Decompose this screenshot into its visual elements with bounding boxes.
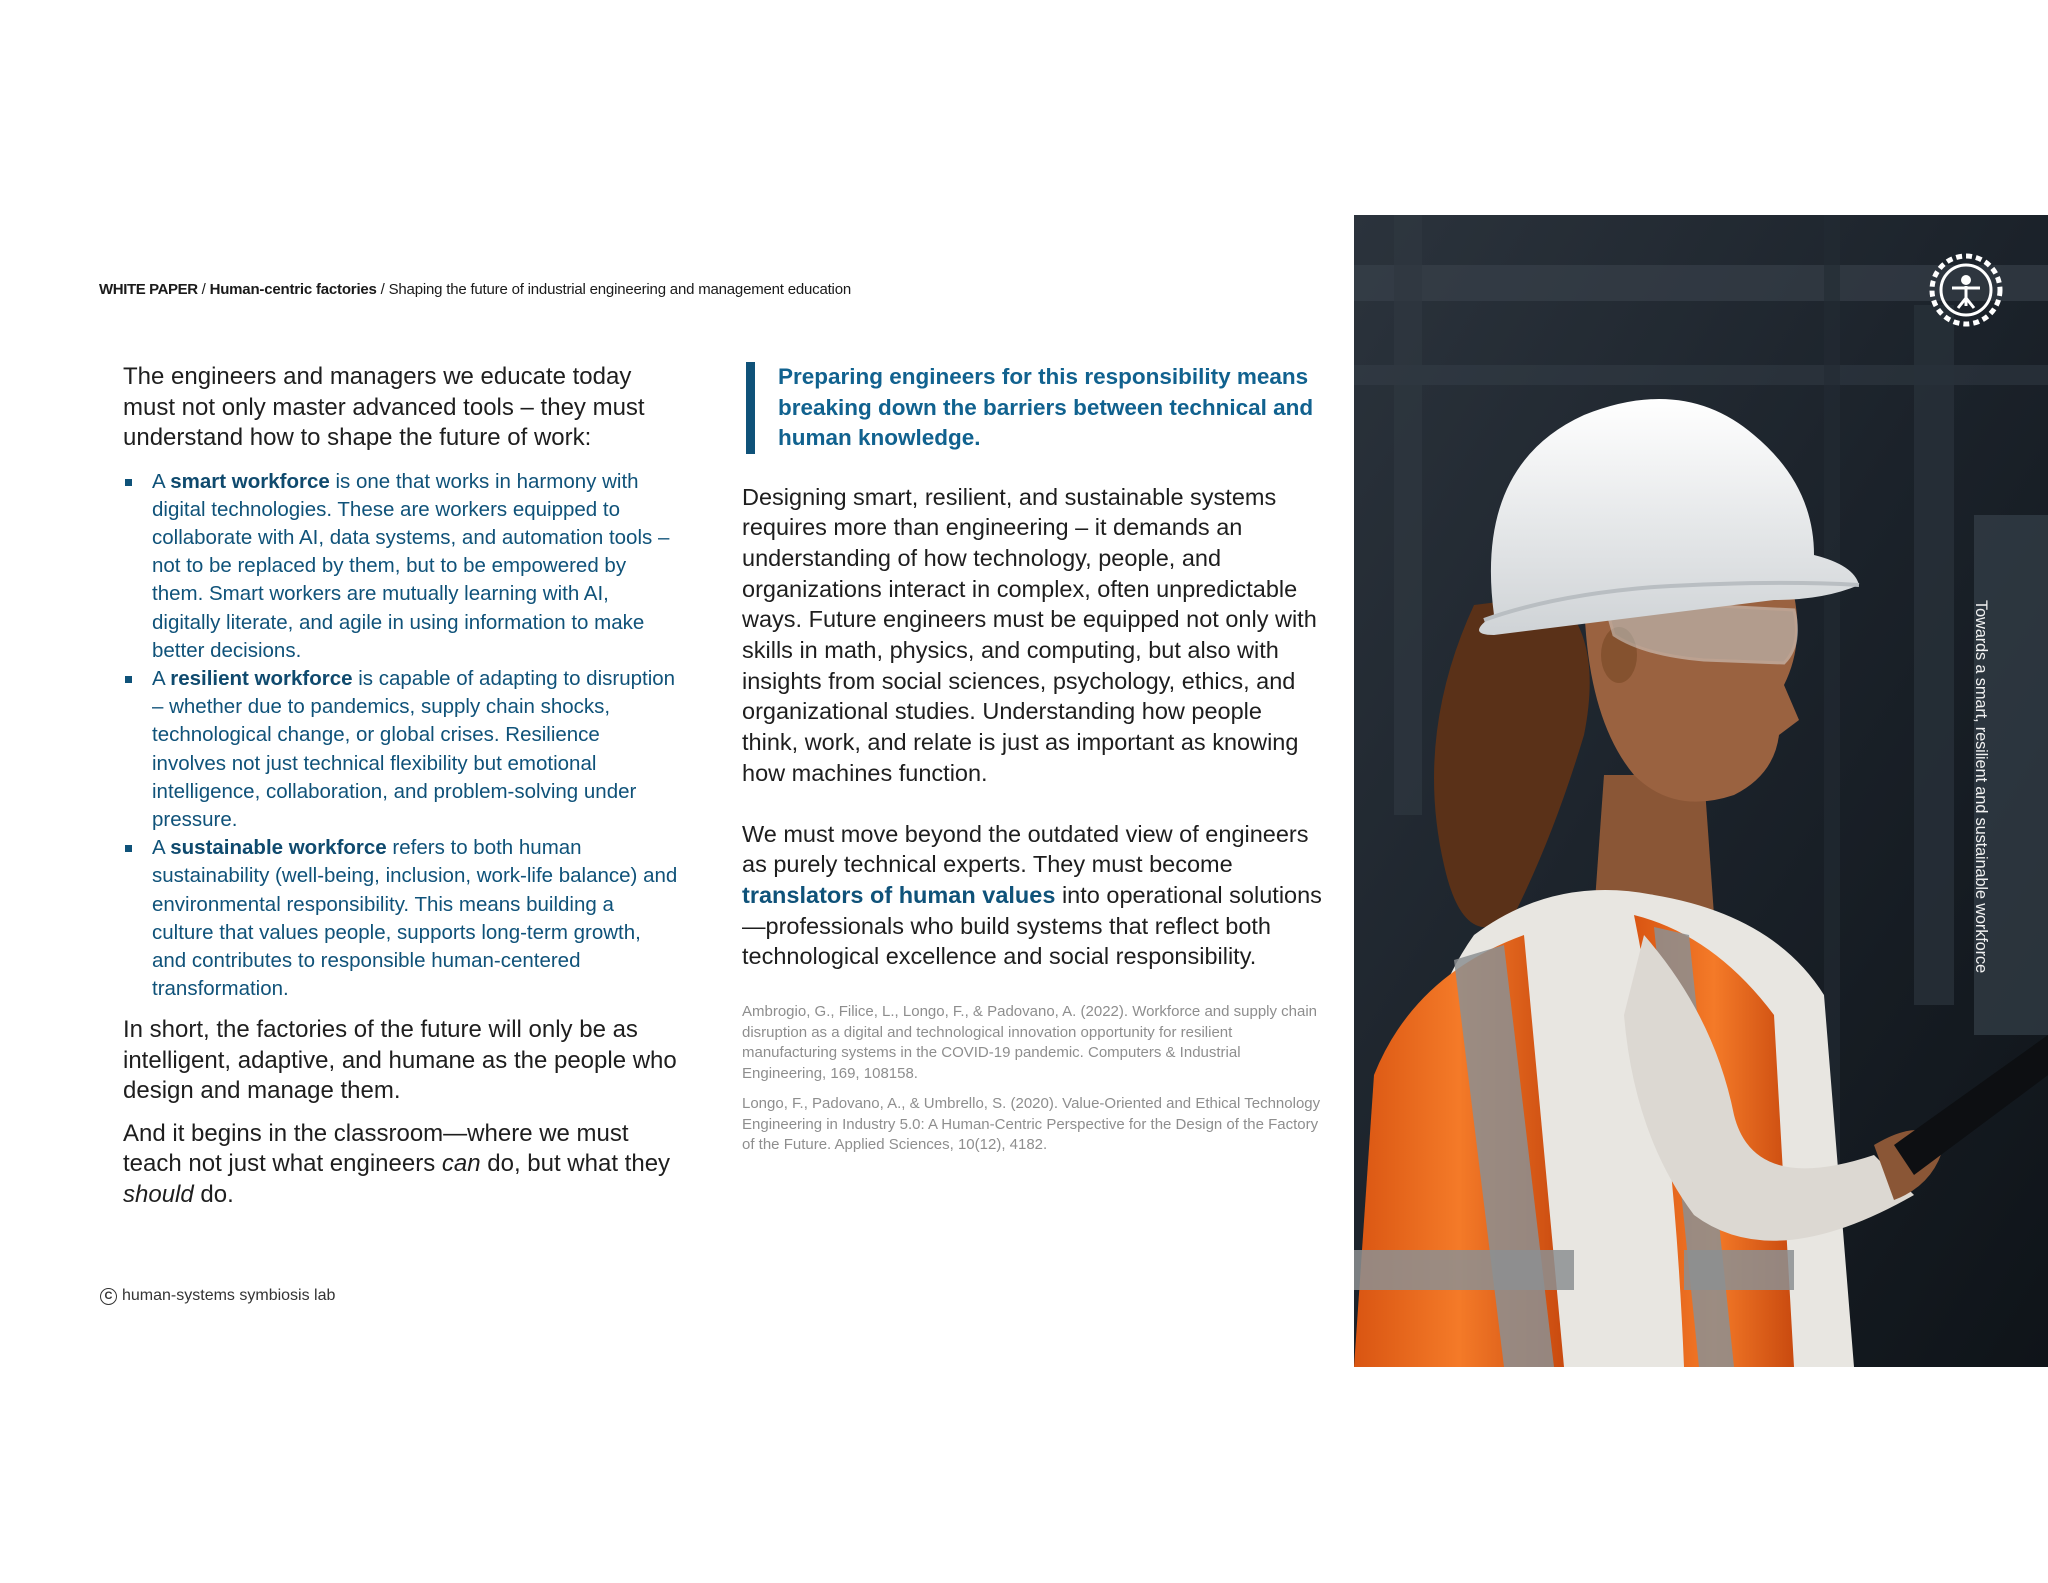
workforce-list — [123, 468, 678, 1004]
body-paragraph: Designing smart, resilient, and sustainable systems requires more than engineering – it demands an understanding of how technology, people, and organizations interact in complex, often unpredictable ways. Future engineers must be equipped not only with skills in math, physics, and computing, but also with insights from social sciences, psychology, ethics, and organizational studies. Understanding how people think, work, and relate is just as important as knowing how machines function. — [742, 483, 1317, 786]
pull-quote-text: Preparing engineers for this responsibility means breaking down the barriers between technical and human knowledge. — [778, 364, 1314, 450]
list-item — [123, 468, 678, 665]
bullet-term: smart workforce — [170, 469, 330, 493]
emphasis-should: should — [123, 1180, 194, 1208]
bullet-term: resilient workforce — [170, 666, 353, 690]
quote-bar — [746, 362, 755, 454]
closing-text: And it begins in the classroom—where we must teach not just what engineers — [123, 1119, 629, 1178]
worker-illustration — [1354, 215, 2048, 1367]
reference-item: Ambrogio, G., Filice, L., Longo, F., & Padovano, A. (2022). Workforce and supply chain disruption as a digital and technological innovation opportunity for resilient manufacturing systems in the COVID-19 pandemic. Computers & Industrial Engineering, 169, 108158. — [742, 1003, 1318, 1082]
header-subtitle: Shaping the future of industrial engineering and management education — [388, 281, 851, 298]
bullet-text: is one that works in harmony with digital technologies. These are workers equipped to collaborate with AI, data systems, and automation tools –not to be replaced by them, but to be empowered by them. Smart workers are mutually learning with AI, digitally literate, and agile in using information to make better decisions. — [152, 469, 670, 662]
copyright-icon: C — [100, 1288, 117, 1305]
bullet-prefix: A — [152, 469, 171, 493]
emphasis-can: can — [441, 1150, 481, 1178]
summary-paragraph: In short, the factories of the future will only be as intelligent, adaptive, and humane as the people who design and manage them. — [123, 1016, 677, 1105]
left-column — [123, 362, 678, 1210]
header-label: WHITE PAPER — [99, 281, 198, 298]
bullet-square-icon — [125, 845, 132, 852]
reference-item: Longo, F., Padovano, A., & Umbrello, S. (2020). Value-Oriented and Ethical Technology Engineering in Industry 5.0: A Human-Centric Perspective for the Design of the Factory of the Future. Applied Sciences, 10(12), 4182. — [742, 1095, 1321, 1154]
bullet-prefix: A — [152, 836, 171, 860]
right-column — [742, 362, 1322, 1166]
header-section: Human-centric factories — [209, 281, 377, 298]
footer-text: human-systems symbiosis lab — [122, 1287, 336, 1304]
bullet-square-icon — [125, 479, 132, 486]
body-text: We must move beyond the outdated view of engineers as purely technical experts. They must become — [742, 820, 1309, 878]
closing-paragraph — [123, 1119, 678, 1211]
closing-text: do. — [193, 1180, 234, 1208]
bullet-text: is capable of adapting to disruption – whether due to pandemics, supply chain shocks, technological change, or global crises. Resilience involves not just technical flexibility but emotional intelligence, collaboration, and problem-solving under pressure. — [152, 666, 676, 831]
closing-text: do, but what they — [480, 1150, 671, 1178]
body-text: into operational solutions—professionals who build systems that reflect both technological excellence and social responsibility. — [742, 881, 1322, 970]
pull-quote — [746, 362, 1322, 454]
highlight-phrase: translators of human values — [742, 881, 1056, 908]
footer — [100, 1287, 335, 1305]
list-item — [123, 834, 678, 1003]
header-separator: / — [197, 281, 210, 298]
list-item — [123, 665, 678, 834]
document-header — [99, 281, 1299, 298]
photo-caption: Towards a smart, resilient and sustainable workforce — [1972, 600, 1990, 973]
bullet-square-icon — [125, 676, 132, 683]
references — [742, 1002, 1322, 1156]
header-separator: / — [376, 281, 389, 298]
bullet-term: sustainable workforce — [170, 836, 387, 860]
worker-photo — [1354, 215, 2048, 1367]
body-paragraph — [742, 819, 1322, 973]
intro-paragraph: The engineers and managers we educate today must not only master advanced tools – they must understand how to shape the future of work: — [123, 363, 645, 451]
bullet-prefix: A — [152, 666, 171, 690]
bullet-text: refers to both human sustainability (well-being, inclusion, work-life balance) and environmental responsibility. This means building a culture that values people, supports long-term growth, and contributes to responsible human-centered transformation. — [152, 836, 678, 1001]
